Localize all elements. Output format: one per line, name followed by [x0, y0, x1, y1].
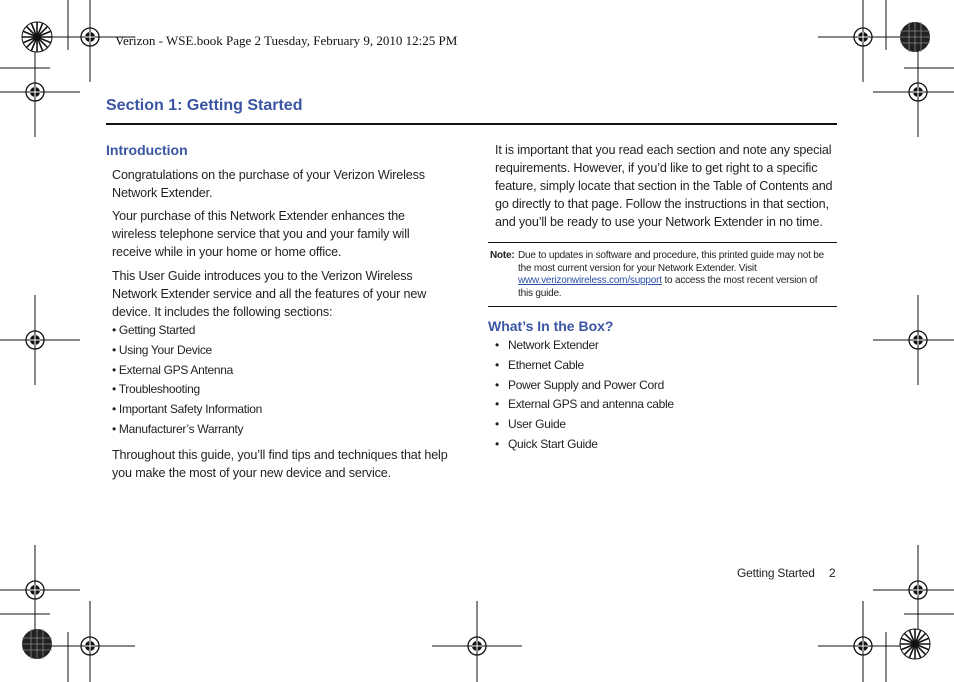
introduction-heading: Introduction [106, 142, 188, 158]
list-item: • Network Extender [495, 338, 599, 352]
list-item: • Manufacturer’s Warranty [112, 421, 244, 436]
whats-in-the-box-heading: What’s In the Box? [488, 318, 614, 334]
list-item: • Getting Started [112, 323, 196, 337]
box-contents-list [495, 336, 674, 455]
page-number: 2 [829, 566, 836, 580]
closing-paragraph: Throughout this guide, you’ll find tips and techniques that help you make the most of your new device and service. [112, 448, 448, 480]
list-item: • Quick Start Guide [495, 436, 598, 451]
note-label: Note: [490, 250, 515, 261]
note-box [488, 242, 837, 307]
intro-paragraph-3: This User Guide introduces you to the Verizon Wireless Network Extender service and all the features of your new device. It includes the following sections: [112, 269, 427, 319]
list-item: • Troubleshooting [112, 382, 200, 397]
list-item: • Important Safety Information [112, 402, 262, 417]
sections-list [112, 321, 262, 440]
list-item: • Ethernet Cable [495, 357, 584, 372]
footer-section: Getting Started [737, 566, 815, 580]
list-item: • Using Your Device [112, 342, 212, 357]
title-rule [106, 123, 837, 125]
note-text: Due to updates in software and procedure, this printed guide may not be the most current version for your Network Extender. Visit [518, 250, 825, 274]
intro-paragraph-2: Your purchase of this Network Extender enhances the wireless telephone service that you and your family will receive while in your home or home office. [112, 209, 410, 259]
section-title: Section 1: Getting Started [106, 97, 303, 114]
list-item: • Power Supply and Power Cord [495, 377, 664, 392]
list-item: • User Guide [495, 417, 566, 432]
list-item: • External GPS Antenna [112, 362, 234, 377]
running-head: Verizon - WSE.book Page 2 Tuesday, February 9, 2010 12:25 PM [115, 33, 458, 48]
right-intro-paragraph: It is important that you read each section and note any special requirements. However, if you’d like to get right to a specific feature, simply locate that section in the Table of Contents and go directly to that page. Follow the instructions in that section, and you’ll be ready to use your Network Extender in no time. [495, 143, 833, 229]
support-link[interactable]: www.verizonwireless.com/support [518, 275, 662, 286]
note-text-end: to access the most recent version of this guide. [518, 275, 818, 299]
list-item: • External GPS and antenna cable [495, 397, 674, 412]
intro-paragraph-1: Congratulations on the purchase of your Verizon Wireless Network Extender. [112, 168, 425, 200]
